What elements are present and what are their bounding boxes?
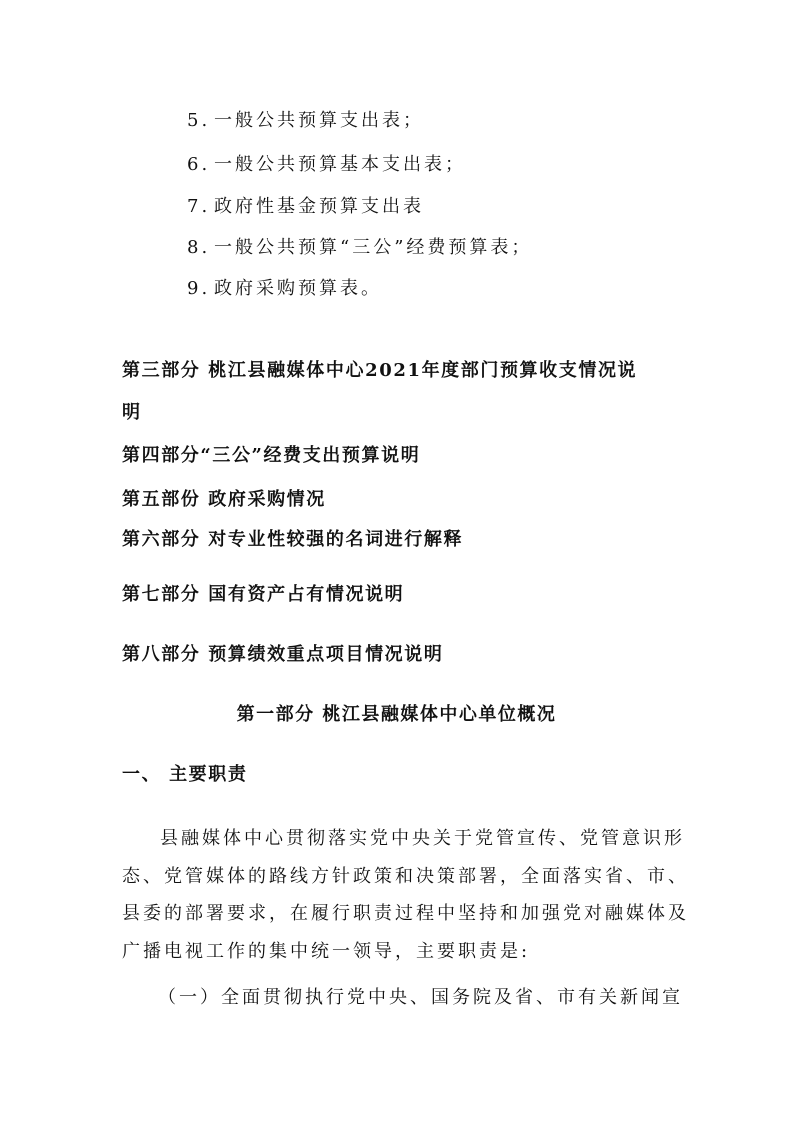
list-text: 一般公共预算基本支出表； [214,154,466,175]
section-part8: 第八部分 预算绩效重点项目情况说明 [122,644,444,665]
list-text: 政府采购预算表。 [214,278,382,299]
section-part5: 第五部份 政府采购情况 [122,489,326,510]
list-number: 6. [187,154,211,175]
section-part6: 第六部分 对专业性较强的名词进行解释 [122,529,464,550]
duties-heading: 一、 主要职责 [122,764,248,785]
list-item-7 [187,192,424,218]
paragraph-line-3: 县委的部署要求，在履行职责过程中坚持和加强党对融媒体及 [122,903,689,924]
paragraph-line-2: 态、党管媒体的路线方针政策和决策部署，全面落实省、市、 [122,866,689,887]
section-part4: 第四部分“三公”经费支出预算说明 [122,445,421,466]
duty-item-1: （一）全面贯彻执行党中央、国务院及省、市有关新闻宣 [158,987,683,1008]
list-number: 5. [187,110,211,131]
part1-title: 第一部分 桃江县融媒体中心单位概况 [236,704,557,725]
list-item-5 [187,106,424,132]
list-text: 一般公共预算支出表； [214,110,424,131]
list-number: 8. [187,237,211,258]
list-text: 政府性基金预算支出表 [214,196,424,217]
list-item-9 [187,274,382,300]
list-item-6 [187,150,466,176]
section-part3-line1: 第三部分 桃江县融媒体中心2021年度部门预算收支情况说 [122,360,638,381]
section-part3-line2: 明 [122,402,142,423]
paragraph-line-1: 县融媒体中心贯彻落实党中央关于党管宣传、党管意识形 [160,828,685,849]
list-item-8 [187,233,532,259]
paragraph-line-4: 广播电视工作的集中统一领导，主要职责是: [122,941,531,962]
list-text: 一般公共预算“三公”经费预算表； [214,237,533,258]
list-number: 7. [187,196,211,217]
section-part7: 第七部分 国有资产占有情况说明 [122,584,405,605]
list-number: 9. [187,278,211,299]
